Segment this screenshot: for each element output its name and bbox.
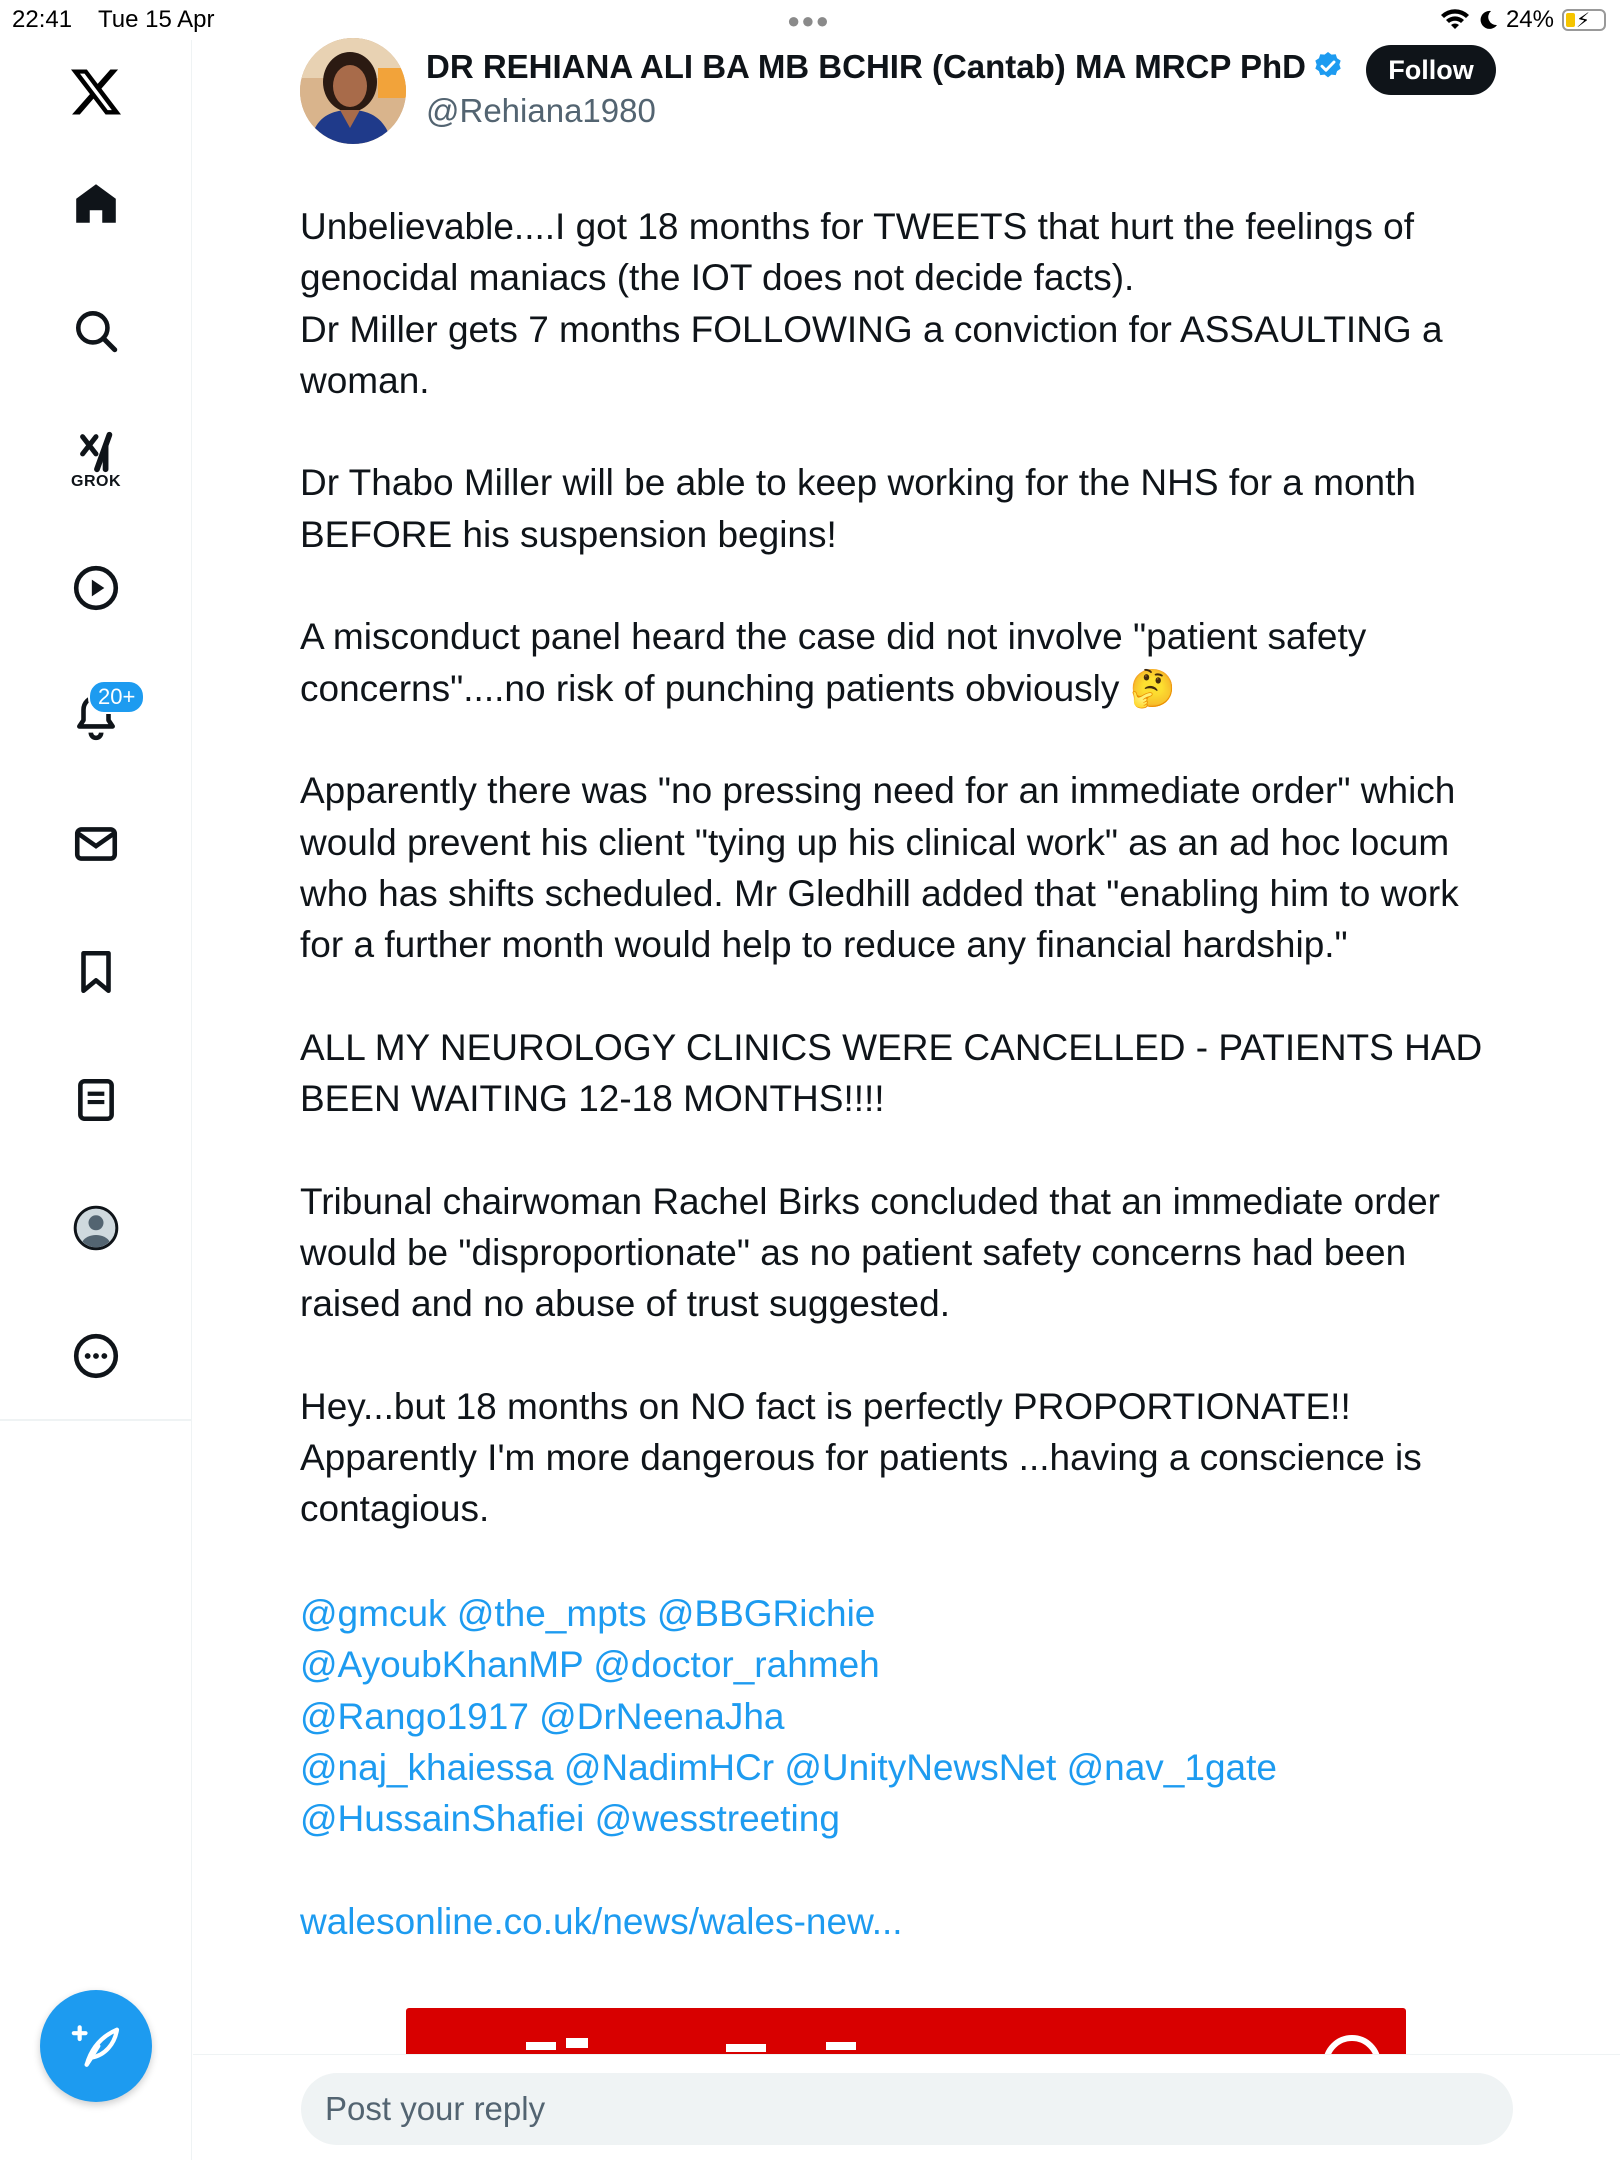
sidebar-divider bbox=[0, 1419, 192, 1421]
mail-icon[interactable] bbox=[56, 804, 136, 884]
status-date: Tue 15 Apr bbox=[98, 6, 215, 33]
mention-line[interactable]: @naj_khaiessa @NadimHCr @UnityNewsNet @nav_1gate bbox=[300, 1746, 1277, 1788]
wifi-icon bbox=[1440, 8, 1470, 32]
battery-icon: ⚡ bbox=[1562, 9, 1606, 31]
grok-label: GROK bbox=[71, 473, 121, 490]
tweet-text: Unbelievable....I got 18 months for TWEETS that hurt the feelings of genocidal maniacs (the IOT does not decide facts). Dr Miller gets 7 months FOLLOWING a conviction for ASSAULTING a woman. Dr Thabo Miller will be able to keep working for the NHS for a month BEFORE his suspension begins! A misconduct panel heard the case did not involve "patient safety concerns"....no risk of punching patients obviously 🤔 Apparently there was "no pressing need for an immediate order" which would prevent his client "tying up his clinical work" as an ad hoc locum who has shifts scheduled. Mr Gledhill added that "enabling him to work for a further month would help to reduce any financial hardship." ALL MY NEUROLOGY CLINICS WERE CANCELLED - PATIENTS HAD BEEN WAITING 12-18 MONTHS!!!! Tribunal chairwoman Rachel Birks concluded that an immediate order would be "disproportionate" as no patient safety concerns had been raised and no abuse of trust suggested. Hey...but 18 months on NO fact is perfectly PROPORTIONATE!! Apparently I'm more dangerous for patients ...having a conscience is contagious. bbox=[300, 206, 1483, 1530]
verified-badge-icon bbox=[1312, 50, 1344, 82]
author-handle[interactable]: @Rehiana1980 bbox=[426, 92, 656, 129]
search-icon[interactable] bbox=[56, 291, 136, 371]
author-avatar[interactable] bbox=[300, 38, 406, 144]
reply-bar bbox=[193, 2054, 1620, 2160]
status-time: 22:41 bbox=[12, 6, 73, 33]
mention-line[interactable]: @gmcuk @the_mpts @BBGRichie bbox=[300, 1593, 876, 1634]
mention-line[interactable]: @HussainShafiei @wesstreeting bbox=[300, 1798, 840, 1840]
grok-icon[interactable] bbox=[56, 420, 136, 500]
status-bar bbox=[0, 0, 1620, 40]
reply-input[interactable] bbox=[301, 2073, 1513, 2145]
battery-percent: 24% bbox=[1505, 6, 1554, 33]
author-name[interactable] bbox=[426, 48, 1344, 86]
status-right bbox=[1440, 4, 1606, 36]
compose-button[interactable] bbox=[40, 1990, 152, 2102]
bell-icon[interactable] bbox=[56, 676, 136, 756]
notification-badge: 20+ bbox=[88, 680, 145, 714]
play-icon[interactable] bbox=[56, 548, 136, 628]
home-icon[interactable] bbox=[56, 164, 136, 244]
x-logo-icon[interactable] bbox=[56, 52, 136, 132]
compose-icon bbox=[68, 2018, 124, 2074]
profile-icon[interactable] bbox=[56, 1188, 136, 1268]
list-icon[interactable] bbox=[56, 1060, 136, 1140]
mention-line[interactable]: @AyoubKhanMP @doctor_rahmeh bbox=[300, 1644, 880, 1686]
more-icon[interactable] bbox=[56, 1316, 136, 1396]
sidebar bbox=[0, 40, 192, 2160]
mention-line[interactable]: @Rango1917 @DrNeenaJha bbox=[300, 1695, 785, 1737]
article-link[interactable]: walesonline.co.uk/news/wales-new... bbox=[300, 1901, 903, 1942]
multitasking-dots-icon[interactable]: ●●● bbox=[787, 8, 830, 33]
follow-button[interactable]: Follow bbox=[1366, 45, 1496, 95]
author-name-text: DR REHIANA ALI BA MB BCHIR (Cantab) MA MRCP PhD bbox=[426, 48, 1306, 85]
moon-icon bbox=[1478, 9, 1498, 31]
tweet-mentions bbox=[300, 1588, 1530, 1844]
bookmark-icon[interactable] bbox=[56, 932, 136, 1012]
